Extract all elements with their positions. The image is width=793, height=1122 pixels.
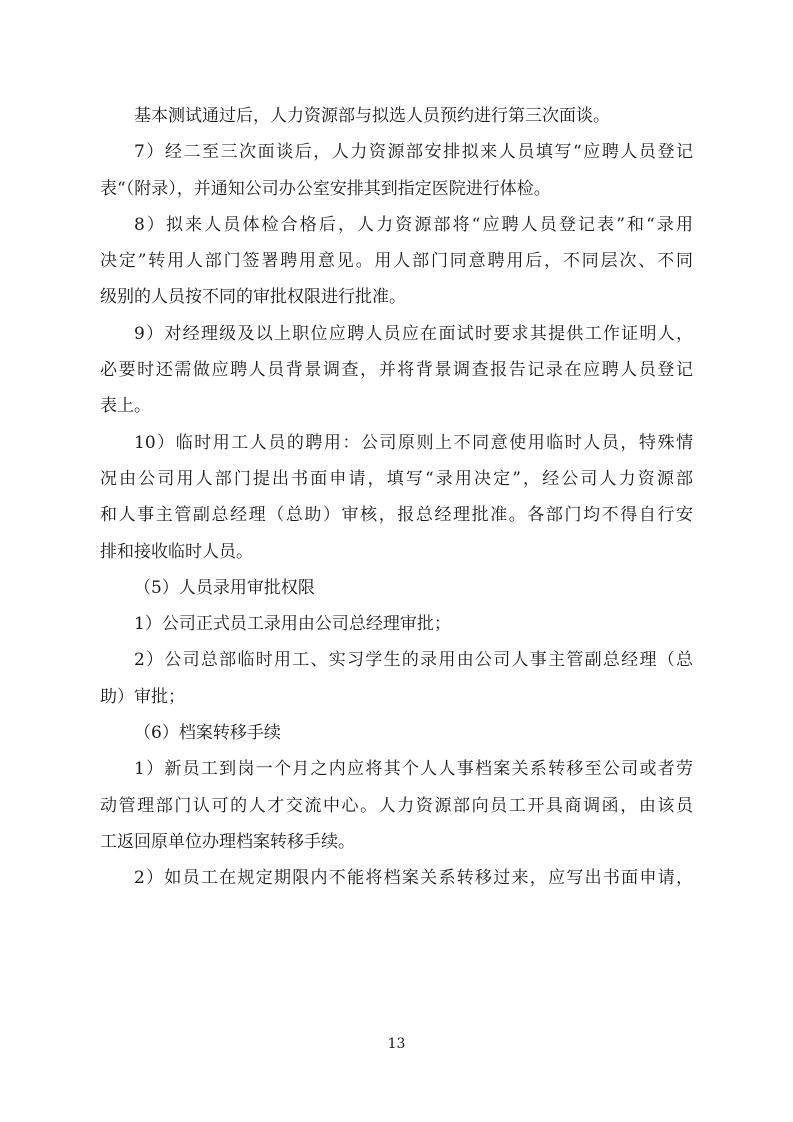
text-line: 1）公司正式员工录用由公司总经理审批； <box>134 614 451 635</box>
text-line: 表“（附录），并通知公司办公室安排其到指定医院进行体检。 <box>100 178 551 199</box>
text-line: 2）如员工在规定期限内不能将档案关系转移过来，应写出书面申请， <box>134 868 693 889</box>
text-line: 7）经二至三次面谈后，人力资源部安排拟来人员填写“应聘人员登记 <box>134 142 693 163</box>
section-heading: （5）人员录用审批权限 <box>134 577 315 598</box>
text-line: 排和接收临时人员。 <box>100 541 253 562</box>
text-line: 2）公司总部临时用工、实习学生的录用由公司人事主管副总经理（总 <box>134 650 693 671</box>
text-line: 和人事主管副总经理（总助）审核，报总经理批准。各部门均不得自行安 <box>100 505 693 526</box>
page-number: 13 <box>387 1036 406 1052</box>
text-line: 级别的人员按不同的审批权限进行批准。 <box>100 287 406 308</box>
text-line: 必要时还需做应聘人员背景调查，并将背景调查报告记录在应聘人员登记 <box>100 360 693 381</box>
text-line: 况由公司用人部门提出书面申请，填写“录用决定”，经公司人力资源部 <box>100 468 693 489</box>
section-heading: （6）档案转移手续 <box>134 723 281 744</box>
text-line: 10）临时用工人员的聘用：公司原则上不同意使用临时人员，特殊情 <box>134 432 693 453</box>
body-text <box>100 98 693 897</box>
text-line: 1）新员工到岗一个月之内应将其个人人事档案关系转移至公司或者劳 <box>134 759 693 780</box>
text-line: 表上。 <box>100 396 151 417</box>
text-line: 助）审批； <box>100 686 185 707</box>
text-line: 工返回原单位办理档案转移手续。 <box>100 831 355 852</box>
text-line: 8）拟来人员体检合格后，人力资源部将“应聘人员登记表”和“录用 <box>134 214 693 235</box>
text-line: 9）对经理级及以上职位应聘人员应在面试时要求其提供工作证明人， <box>134 323 693 344</box>
text-line: 决定”转用人部门签署聘用意见。用人部门同意聘用后，不同层次、不同 <box>100 251 693 272</box>
text-line: 动管理部门认可的人才交流中心。人力资源部向员工开具商调函，由该员 <box>100 795 693 816</box>
text-line: 基本测试通过后，人力资源部与拟选人员预约进行第三次面谈。 <box>134 106 610 126</box>
